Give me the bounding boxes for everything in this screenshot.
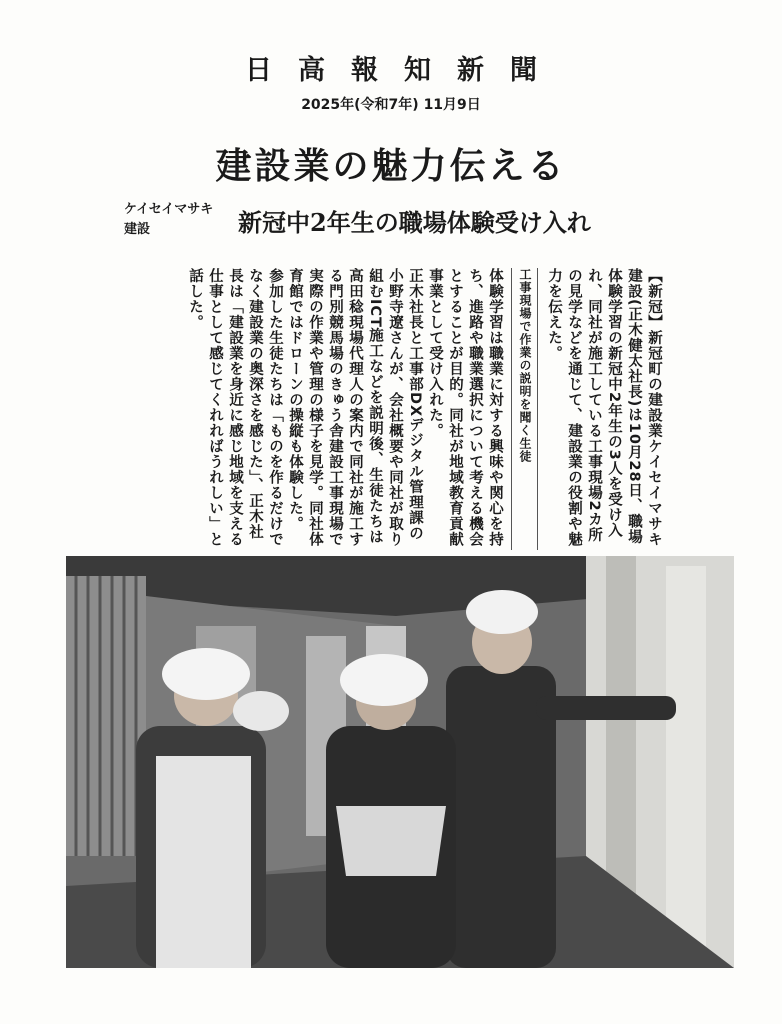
body-paragraph-3: 正木社長と工事部DXデジタル管理課の小野寺遼さんが、会社概要や同社が取り組むICT施工などを説明後、生徒たちは高田稔現場代理人の案内で同社が施工する門別競馬場のきゅう舎建設工事現場で実際の作業や管理の様子を見学。同社体育館ではドローンの操縦も体験した。 bbox=[287, 268, 423, 547]
article-headline: 建設業の魅力伝える bbox=[215, 145, 567, 187]
company-label-line-2: 建設 bbox=[124, 222, 151, 237]
article-photo bbox=[66, 556, 734, 968]
company-label bbox=[124, 200, 234, 240]
newspaper-masthead: 日高報知新聞 bbox=[245, 55, 563, 86]
body-paragraph-4: 参加した生徒たちは「ものを作るだけでなく建設業の奥深さを感じた」、正木社長は「建設業を身近に感じ地域を支える仕事として感じてくれればうれしい」と話した。 bbox=[187, 268, 283, 547]
body-paragraph-1: 【新冠】新冠町の建設業ケイセイマサキ建設(正木健太社長)は10月28日、職場体験学習の新冠中2年生の3人を受け入れ、同社が施工している工事現場2カ所の見学などを通じて、建設業の役割や魅力を伝えた。 bbox=[546, 268, 662, 547]
article-subhead: 新冠中2年生の職場体験受け入れ bbox=[238, 208, 591, 237]
body-paragraph-2: 体験学習は職業に対する興味や関心を持ち、進路や職業選択について考える機会とすることが目的。同社が地域教育貢献事業として受け入れた。 bbox=[427, 268, 503, 547]
article-body bbox=[148, 268, 664, 550]
company-label-line-1: ケイセイマサキ bbox=[124, 202, 214, 217]
worksite-photo-illustration bbox=[66, 556, 734, 968]
publication-date: 2025年(令和7年) 11月9日 bbox=[301, 97, 481, 113]
photo-caption: 工事現場で作業の説明を聞く生徒 bbox=[511, 268, 538, 550]
